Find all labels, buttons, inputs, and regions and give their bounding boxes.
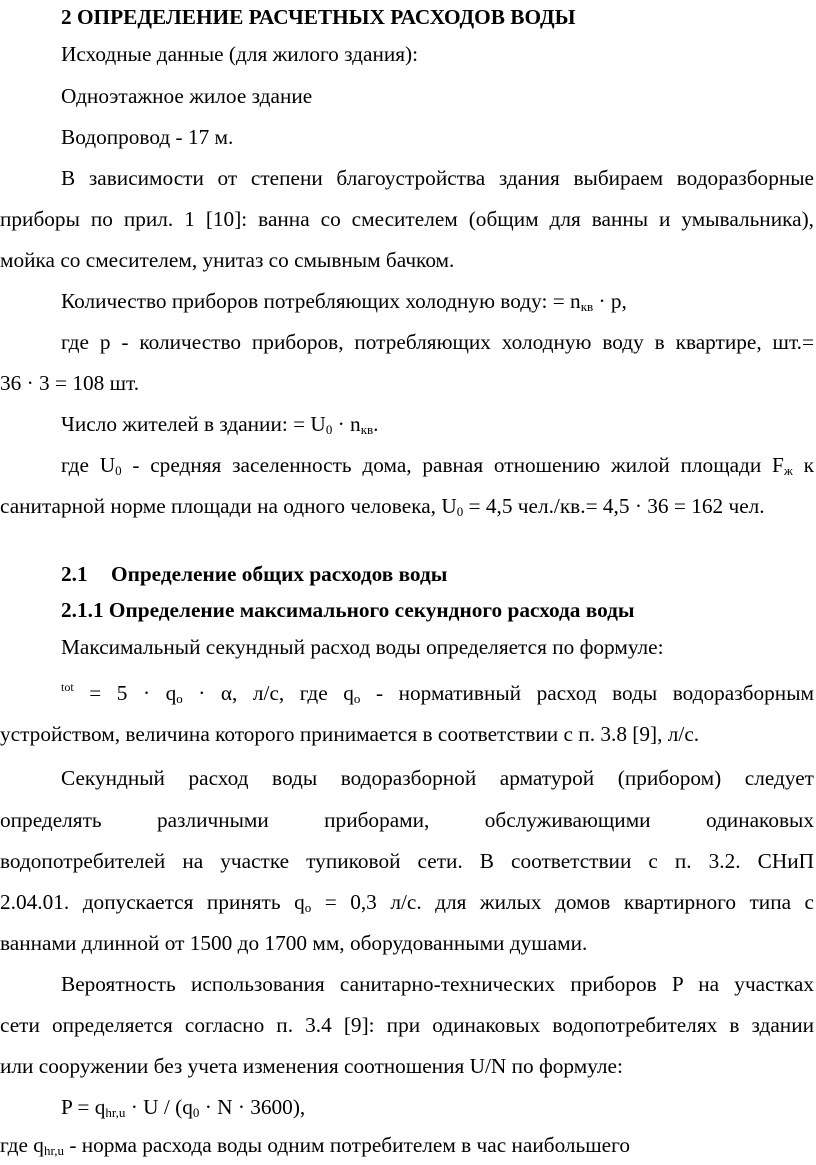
- building-type-text: Одноэтажное жилое здание: [61, 84, 313, 108]
- where-p-line-1: [0, 322, 816, 362]
- residents-mid: · n: [332, 412, 361, 436]
- section-2-1-number: 2.1: [61, 562, 88, 586]
- tot-formula-b-sub: o: [353, 691, 361, 706]
- p-formula-b-sub: 0: [192, 1105, 200, 1120]
- tot-formula-c: - нормативный расход воды водоразборным: [360, 681, 814, 705]
- section-2-1-title: Определение общих расходов воды: [111, 562, 448, 586]
- max-flow-intro: [0, 627, 816, 667]
- section-2-1-heading: [61, 554, 761, 594]
- count-formula-text: Количество приборов потребляющих холодную воду: = n: [61, 289, 581, 313]
- where-u0-a: где U: [61, 453, 116, 477]
- building-type: [0, 76, 816, 116]
- water-supply-length: [0, 117, 816, 157]
- armature-line-4-sub: o: [304, 900, 312, 915]
- probability-text-1: Вероятность использования санитарно-технических приборов P на участках: [61, 972, 814, 996]
- devices-text-2: приборы по прил. 1 [10]: ванна со смесителем (общим для ванны и умывальника),: [0, 207, 814, 231]
- p-formula-b: · U / (q: [125, 1095, 193, 1119]
- tot-superscript: tot: [61, 680, 74, 694]
- armature-line-1: [0, 758, 816, 798]
- tot-formula-a: = 5 · q: [73, 681, 177, 705]
- where-u0-b: - средняя заселенность дома, равная отношению жилой площади F: [121, 453, 784, 477]
- where-p-text-1: где p - количество приборов, потребляющих холодную воду в квартире, шт.=: [61, 330, 814, 354]
- where-p-text-2: 36 · 3 = 108 шт.: [0, 371, 140, 395]
- norm-definition-a: где q: [0, 1133, 44, 1157]
- probability-line-2: [0, 1005, 816, 1045]
- probability-formula: [0, 1087, 816, 1127]
- input-data-label: [0, 34, 816, 74]
- where-u0-line-2: [0, 486, 816, 526]
- residents-formula: [0, 404, 816, 444]
- devices-text-3: мойка со смесителем, унитаз со смывным бачком.: [0, 248, 455, 272]
- chapter-heading: [61, 0, 761, 37]
- where-u0-a-sub: 0: [115, 463, 122, 478]
- probability-text-2: сети определяется согласно п. 3.4 [9]: при одинаковых водопотребителях в здании: [0, 1013, 814, 1037]
- tot-formula-run: [61, 681, 814, 705]
- armature-text-4a: 2.04.01. допускается принять q: [0, 890, 305, 914]
- probability-line-1: [0, 964, 816, 1004]
- armature-line-3: [0, 841, 816, 881]
- probability-line-3: [0, 1046, 816, 1086]
- where-u0-line2-b: = 4,5 чел./кв.= 4,5 · 36 = 162 чел.: [463, 494, 765, 518]
- norm-definition-b: - норма расхода воды одним потребителем в час наибольшего: [64, 1133, 630, 1157]
- devices-text-1: В зависимости от степени благоустройства здания выбираем водоразборные: [61, 166, 814, 190]
- armature-text-2: определять различными приборами, обслуживающими одинаковых: [0, 808, 814, 832]
- where-u0-c: к: [792, 453, 814, 477]
- tot-formula-b: · α, л/с, где q: [182, 681, 354, 705]
- where-u0-line-1: [0, 445, 816, 485]
- section-2-1-1-title: 2.1.1 Определение максимального секундного расхода воды: [61, 598, 635, 622]
- norm-definition-line: [0, 1125, 816, 1165]
- tot-formula-line2-text: устройством, величина которого принимается в соответствии с п. 3.8 [9], л/с.: [0, 722, 700, 746]
- section-2-1-1-heading: [61, 590, 761, 630]
- where-u0-run-1: [61, 453, 814, 477]
- devices-paragraph-line-2: [0, 199, 816, 239]
- water-supply-text: Водопровод - 17 м.: [61, 125, 234, 149]
- where-u0-line2-sub: 0: [456, 504, 464, 519]
- residents-tail: .: [373, 412, 379, 436]
- devices-paragraph-line-3: [0, 240, 816, 280]
- residents-sub-2: кв: [360, 422, 374, 437]
- armature-text-3: водопотребителей на участке тупиковой сети. В соответствии с п. 3.2. СНиП: [0, 849, 814, 873]
- tot-formula-line-2: [0, 714, 816, 754]
- p-formula-c: · N · 3600),: [199, 1095, 306, 1119]
- armature-line-2: [0, 800, 816, 840]
- devices-paragraph-line-1: [0, 158, 816, 198]
- count-formula-tail: · p,: [593, 289, 627, 313]
- norm-definition-sub: hr,u: [43, 1143, 64, 1158]
- armature-text-4b: = 0,3 л/с. для жилых домов квартирного типа с: [311, 890, 814, 914]
- armature-text-1: Секундный расход воды водоразборной арматурой (прибором) следует: [61, 766, 814, 790]
- input-data-text: Исходные данные (для жилого здания):: [61, 42, 419, 66]
- tot-formula-line-1: [0, 673, 816, 713]
- armature-line-5: [0, 923, 816, 963]
- tot-formula-a-sub: o: [176, 691, 183, 706]
- count-formula-subscript: кв: [580, 299, 594, 314]
- chapter-heading-text: 2 ОПРЕДЕЛЕНИЕ РАСЧЕТНЫХ РАСХОДОВ ВОДЫ: [61, 5, 576, 29]
- residents-sub-1: 0: [325, 422, 333, 437]
- where-p-line-2: [0, 363, 816, 403]
- armature-line-4: [0, 882, 816, 922]
- p-formula-a-sub: hr,u: [105, 1105, 126, 1120]
- count-formula: [0, 281, 816, 321]
- where-u0-line2-a: санитарной норме площади на одного человека, U: [0, 494, 457, 518]
- armature-line-4-run: [0, 890, 814, 914]
- max-flow-intro-text: Максимальный секундный расход воды определяется по формуле:: [61, 635, 664, 659]
- armature-text-5: ваннами длинной от 1500 до 1700 мм, оборудованными душами.: [0, 931, 588, 955]
- where-u0-b-sub: ж: [783, 463, 793, 478]
- probability-text-3: или сооружении без учета изменения соотношения U/N по формуле:: [0, 1054, 623, 1078]
- residents-text: Число жителей в здании: = U: [61, 412, 326, 436]
- p-formula-a: P = q: [61, 1095, 106, 1119]
